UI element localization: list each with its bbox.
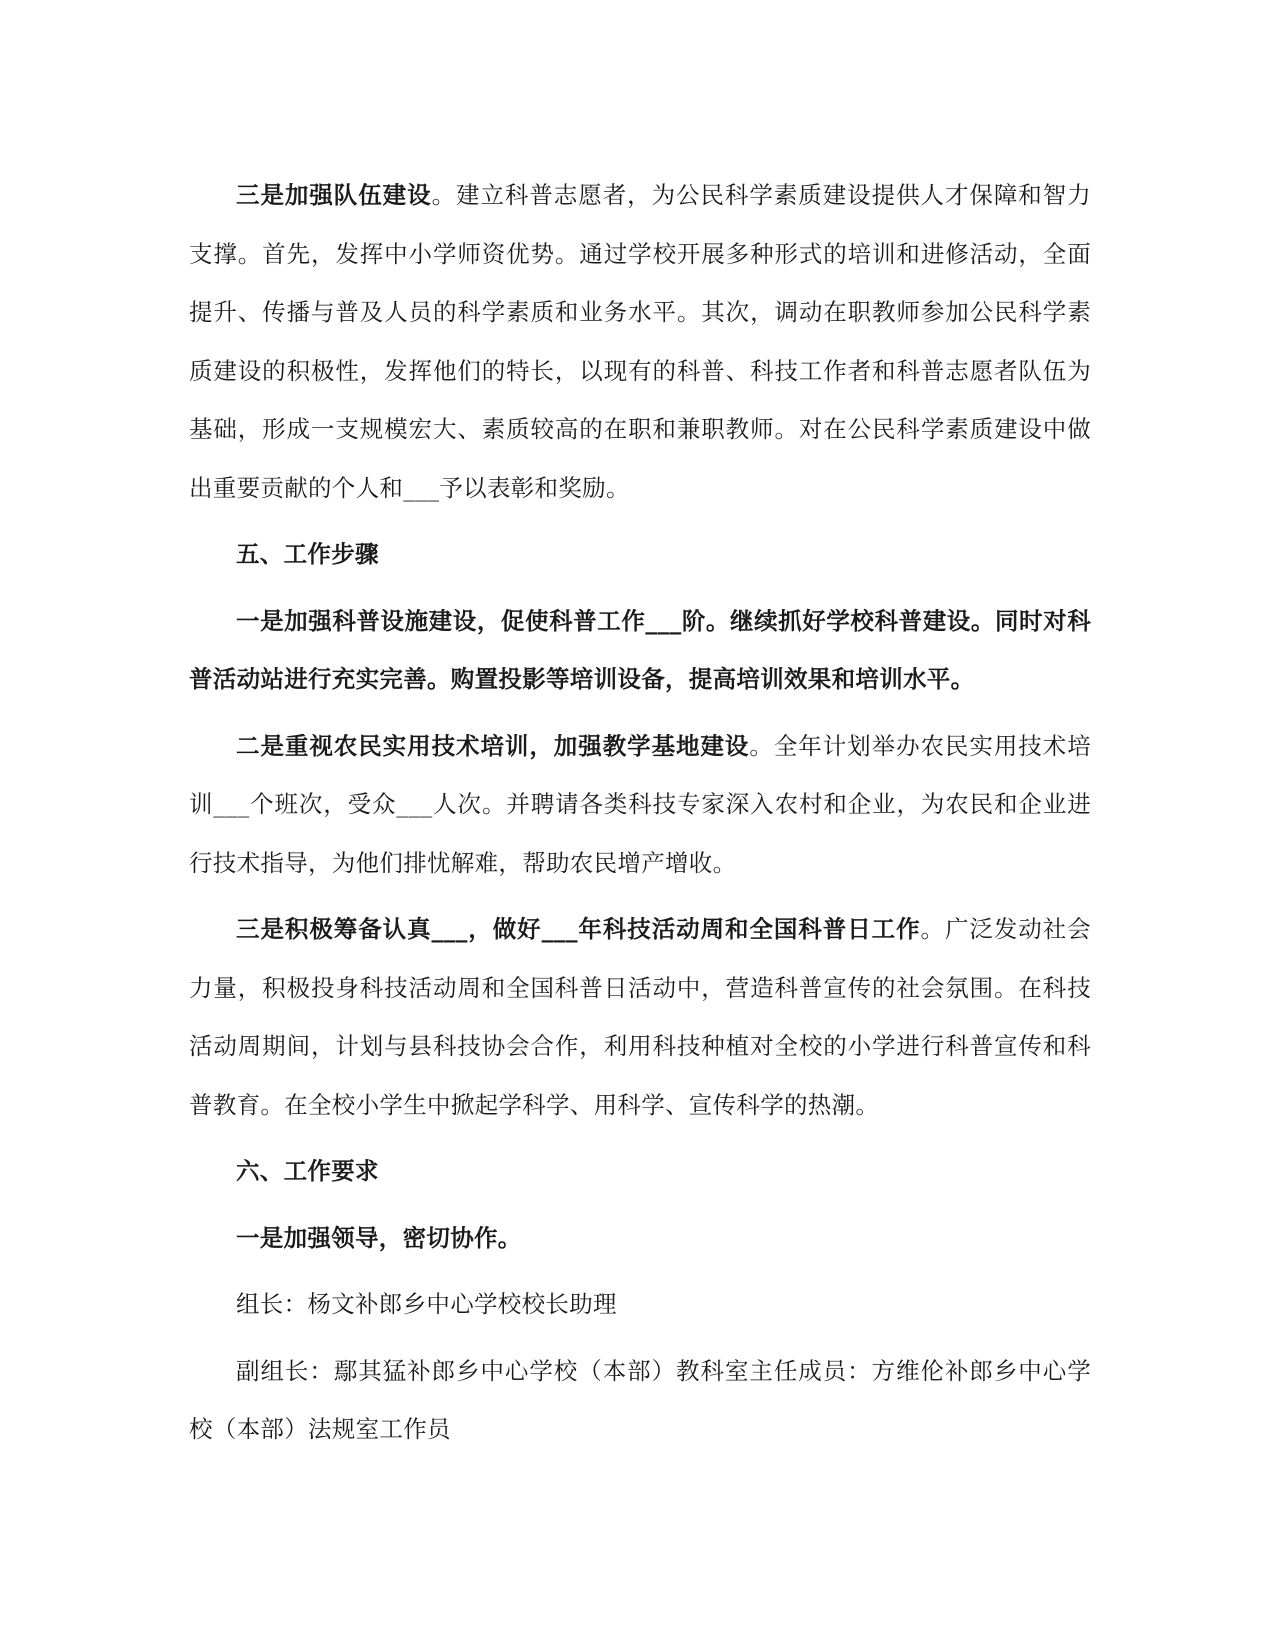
paragraph-body-text: 。全年计划举办农民实用技术培训___个班次，受众___人次。并聘请各类科技专家深入农村和企业，为农民和企业进行技术指导，为他们排忧解难，帮助农民增产增收。 — [189, 731, 1091, 877]
paragraph-body-text: 副组长：鄢其猛补郎乡中心学校（本部）教科室主任成员：方维伦补郎乡中心学校（本部）法规室工作员 — [189, 1356, 1091, 1443]
paragraph-lead-bold: 二是重视农民实用技术培训，加强教学基地建设 — [236, 731, 750, 760]
paragraph-body-text: 。建立科普志愿者，为公民科学素质建设提供人才保障和智力支撑。首先，发挥中小学师资优势。通过学校开展多种形式的培训和进修活动，全面提升、传播与普及人员的科学素质和业务水平。其次，调动在职教师参加公民科学素质建设的积极性，发挥他们的特长，以现有的科普、科技工作者和科普志愿者队伍为基础，形成一支规模宏大、素质较高的在职和兼职教师。对在公民科学素质建设中做出重要贡献的个人和___予以表彰和奖励。 — [189, 181, 1091, 502]
paragraph-lead-bold: 三是加强队伍建设 — [236, 181, 432, 209]
heading-text: 五、工作步骤 — [236, 540, 379, 568]
section-heading-work-requirements — [189, 1142, 1091, 1201]
paragraph-body-text: 。广泛发动社会力量，积极投身科技活动周和全国科普日活动中，营造科普宣传的社会氛围。在科技活动周期间，计划与县科技协会合作，利用科技种植对全校的小学进行科普宣传和科普教育。在全校小学生中掀起学科学、用科学、宣传科学的热潮。 — [189, 915, 1091, 1119]
paragraph-lead-bold: 一是加强科普设施建设，促使科普工作___阶。继续抓好学校科普建设。同时对科普活动站进行充实完善。购置投影等培训设备，提高培训效果和培训水平。 — [189, 606, 1091, 693]
paragraph-requirement-one — [189, 1209, 1091, 1268]
section-heading-work-steps — [189, 525, 1091, 584]
paragraph-step-one — [189, 592, 1091, 709]
paragraph-lead-bold: 一是加强领导，密切协作。 — [236, 1223, 522, 1252]
paragraph-step-two — [189, 717, 1091, 893]
heading-text: 六、工作要求 — [236, 1157, 379, 1185]
paragraph-body-text: 组长：杨文补郎乡中心学校校长助理 — [236, 1290, 617, 1318]
paragraph-team-building — [189, 166, 1091, 517]
document-body — [189, 166, 1091, 1467]
paragraph-deputy-leader — [189, 1342, 1091, 1459]
paragraph-lead-bold: 三是积极筹备认真___，做好___年科技活动周和全国科普日工作 — [236, 915, 921, 943]
paragraph-group-leader — [189, 1275, 1091, 1334]
paragraph-step-three — [189, 900, 1091, 1134]
